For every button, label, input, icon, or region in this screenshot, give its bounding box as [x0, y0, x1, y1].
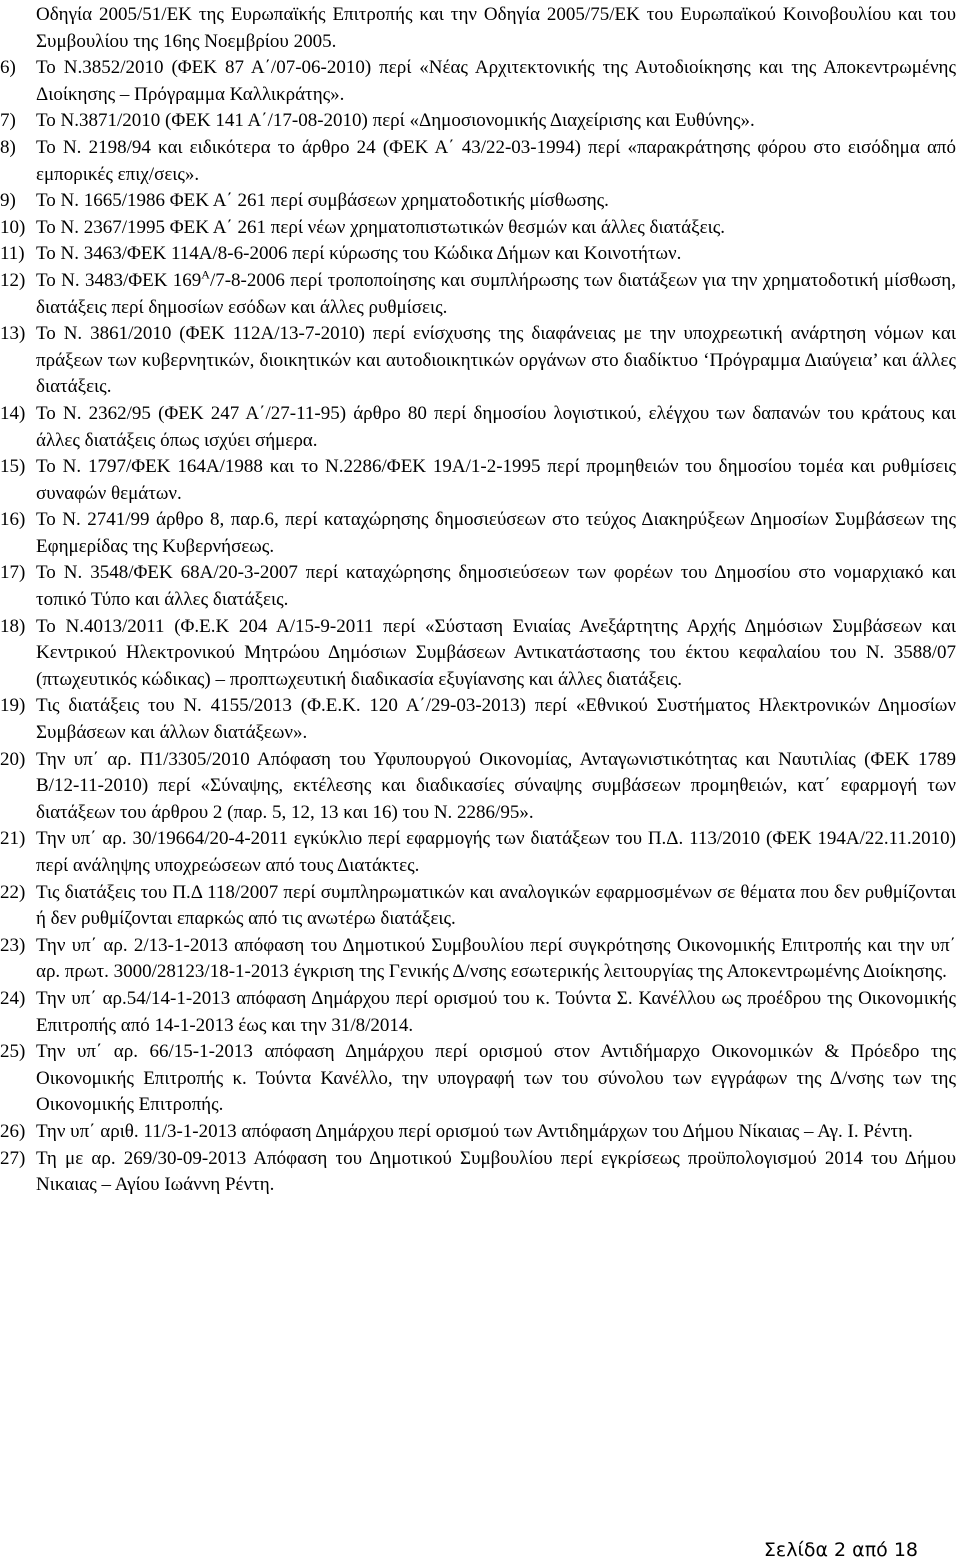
- item-text: Την υπ΄ αρ.54/14-1-2013 απόφαση Δημάρχου περί ορισμού του κ. Τούντα Σ. Κανέλλου ως προέδρου της Οικονομικής Επιτροπής από 14-1-2013 έως και την 31/8/2014.: [36, 987, 956, 1036]
- page-number: Σελίδα 2 από 18: [763, 1539, 918, 1561]
- list-item: [0, 507, 956, 560]
- item-text: Το Ν.4013/2011 (Φ.Ε.Κ 204 Α/15-9-2011 περί «Σύσταση Ενιαίας Ανεξάρτητης Αρχής Δημόσιων Συμβάσεων και Κεντρικού Ηλεκτρονικού Μητρώου Δημόσιων Συμβάσεων Αντικατάστασης του έκτου κεφαλαίου του Ν. 3588/07 (πτωχευτικός κώδικας) – προπτωχευτική διαδικασία εξυγίανσης και άλλες διατάξεις.: [36, 615, 956, 690]
- list-item: [0, 55, 956, 108]
- item-text: Το Ν. 2362/95 (ΦΕΚ 247 Α΄/27-11-95) άρθρο 80 περί δημοσίου λογιστικού, ελέγχου των δαπανών του κράτους και άλλες διατάξεις όπως ισχύει σήμερα.: [36, 402, 956, 451]
- list-item: [0, 1119, 956, 1146]
- list-item: [0, 215, 956, 242]
- item-text: Την υπ΄ αρ. 66/15-1-2013 απόφαση Δημάρχου περί ορισμού στον Αντιδήμαρχο Οικονομικών & Πρόεδρο της Οικονομικής Επιτροπής κ. Τούντα Κανέλλο, την υπογραφή των του σύνολου των εγγράφων της Δ/νσης των της Οικονομικής Επιτροπής.: [36, 1041, 956, 1116]
- list-item: [0, 108, 956, 135]
- item-text: Το Ν. 3463/ΦΕΚ 114Α/8-6-2006 περί κύρωσης του Κώδικα Δήμων και Κοινοτήτων.: [36, 243, 682, 265]
- list-item: [0, 401, 956, 454]
- item-number: 23): [0, 934, 26, 956]
- item-text: Τις διατάξεις του Ν. 4155/2013 (Φ.Ε.Κ. 120 Α΄/29-03-2013) περί «Εθνικού Συστήματος Ηλεκτρονικών Δημοσίων Συμβάσεων και άλλων διατάξεων».: [36, 695, 956, 744]
- item-number: 18): [0, 615, 26, 637]
- list-item: [0, 1039, 956, 1119]
- item-text: Το Ν. 3548/ΦΕΚ 68Α/20-3-2007 περί καταχώρησης δημοσιεύσεων των φορέων του Δημοσίου στο νομαρχιακό και τοπικό Τύπο και άλλες διατάξεις.: [36, 562, 956, 611]
- item-number: 27): [0, 1147, 26, 1169]
- law-list: [0, 55, 956, 1199]
- list-item: [0, 135, 956, 188]
- item-text: Το Ν. 2198/94 και ειδικότερα το άρθρο 24 (ΦΕΚ Α΄ 43/22-03-1994) περί «παρακράτησης φόρου στο εισόδημα από εμπορικές επιχ/σεις».: [36, 136, 956, 185]
- item-number: 8): [0, 136, 16, 158]
- item-number: 21): [0, 828, 26, 850]
- list-item: [0, 747, 956, 827]
- list-item: [0, 1146, 956, 1199]
- item-text: Το Ν. 2741/99 άρθρο 8, παρ.6, περί καταχώρησης δημοσιεύσεων στο τεύχος Διακηρύξεων Δημοσίων Συμβάσεων της Εφημερίδας της Κυβερνήσεως.: [36, 509, 956, 557]
- item-text: Το Ν. 1665/1986 ΦΕΚ Α΄ 261 περί συμβάσεων χρηματοδοτικής μίσθωσης.: [36, 190, 609, 212]
- list-item: [0, 614, 956, 694]
- item-number: 10): [0, 216, 26, 238]
- list-item: [0, 241, 956, 268]
- list-item: [0, 454, 956, 507]
- list-item: [0, 826, 956, 879]
- item-number: 6): [0, 57, 16, 79]
- list-item: [0, 986, 956, 1039]
- list-item: [0, 933, 956, 986]
- item-number: 11): [0, 243, 25, 265]
- item-text: Το Ν. 3483/ΦΕΚ $169^A/7-8-2006$ περί τροποποίησης και συμπλήρωσης των διατάξεων για την χρηματοδοτική μίσθωση, διατάξεις περί δημοσίων εσόδων και άλλες ρυθμίσεις.: [36, 267, 956, 318]
- item-text: Την υπ΄ αριθ. 11/3-1-2013 απόφαση Δημάρχου περί ορισμού των Αντιδημάρχων του Δήμου Νίκαιας – Αγ. Ι. Ρέντη.: [36, 1120, 913, 1142]
- item-number: 7): [0, 110, 16, 132]
- item-number: 13): [0, 323, 26, 345]
- item-number: 15): [0, 456, 26, 478]
- item-text: Το Ν. 2367/1995 ΦΕΚ Α΄ 261 περί νέων χρηματοπιστωτικών θεσμών και άλλες διατάξεις.: [36, 216, 725, 238]
- item-number: 16): [0, 509, 26, 531]
- intro-paragraph: Οδηγία 2005/51/ΕΚ της Ευρωπαϊκής Επιτροπής και την Οδηγία 2005/75/ΕΚ του Ευρωπαϊκού Κοινοβουλίου και του Συμβουλίου της 16ης Νοεμβρίου 2005.: [36, 4, 956, 52]
- item-number: 22): [0, 881, 26, 903]
- item-number: 12): [0, 269, 26, 291]
- item-text: Τις διατάξεις του Π.Δ 118/2007 περί συμπληρωματικών και αναλογικών εφαρμοσμένων σε θέματα που δεν ρυθμίζονται ή δεν ρυθμίζονται επαρκώς από τις ανωτέρω διατάξεις.: [36, 881, 956, 930]
- item-number: 25): [0, 1041, 26, 1063]
- item-number: 9): [0, 190, 16, 212]
- list-item: [0, 188, 956, 215]
- item-number: 26): [0, 1120, 26, 1142]
- item-text: Το Ν. 3861/2010 (ΦΕΚ 112Α/13-7-2010) περί ενίσχυσης της διαφάνειας με την υποχρεωτική ανάρτηση νόμων και πράξεων των κυβερνητικών, διοικητικών και αυτοδιοικητικών οργάνων στο διαδίκτυο ‘Πρόγραμμα Διαύγεια’ και άλλες διατάξεις.: [36, 323, 956, 398]
- list-item: [0, 267, 956, 321]
- list-item: [0, 321, 956, 401]
- item-number: 17): [0, 562, 26, 584]
- item-text: Το Ν.3852/2010 (ΦΕΚ 87 Α΄/07-06-2010) περί «Νέας Αρχιτεκτονικής της Αυτοδιοίκησης και της Αποκεντρωμένης Διοίκησης – Πρόγραμμα Καλλικράτης».: [36, 57, 956, 105]
- item-text: Την υπ΄ αρ. 30/19664/20-4-2011 εγκύκλιο περί εφαρμογής των διατάξεων του Π.Δ. 113/2010 (ΦΕΚ 194Α/22.11.2010) περί ανάληψης υποχρεώσεων από τους Διατάκτες.: [36, 828, 956, 876]
- item-number: 14): [0, 402, 26, 424]
- list-item: [0, 693, 956, 746]
- item-number: 19): [0, 695, 26, 717]
- item-text: Τη με αρ. 269/30-09-2013 Απόφαση του Δημοτικού Συμβουλίου περί εγκρίσεως προϋπολογισμού 2014 του Δήμου Νικαιας – Αγίου Ιωάννη Ρέντη.: [36, 1147, 956, 1196]
- item-text: Το Ν. 1797/ΦΕΚ 164Α/1988 και το Ν.2286/ΦΕΚ 19Α/1-2-1995 περί προμηθειών του δημοσίου τομέα και ρυθμίσεις συναφών θεμάτων.: [36, 456, 956, 504]
- list-item: [0, 560, 956, 613]
- item-text: Το Ν.3871/2010 (ΦΕΚ 141 Α΄/17-08-2010) περί «Δημοσιονομικής Διαχείρισης και Ευθύνης».: [36, 110, 755, 132]
- list-item: [0, 880, 956, 933]
- item-text: Την υπ΄ αρ. 2/13-1-2013 απόφαση του Δημοτικού Συμβουλίου περί συγκρότησης Οικονομικής Επιτροπής και την υπ΄ αρ. πρωτ. 3000/28123/18-1-2013 έγκριση της Γενικής Δ/νσης εσωτερικής λειτουργίας της Αποκεντρωμένης Διοίκησης.: [36, 934, 956, 983]
- item-number: 20): [0, 748, 26, 770]
- item-text: Την υπ΄ αρ. Π1/3305/2010 Απόφαση του Υφυπουργού Οικονομίας, Ανταγωνιστικότητας και Ναυτιλίας (ΦΕΚ 1789 Β/12-11-2010) περί «Σύναψης, εκτέλεσης και διαδικασίες σύναψης συμβάσεων προμηθειών, κατ΄ εφαρμογή των διατάξεων του άρθρου 2 (παρ. 5, 12, 13 και 16) του Ν. 2286/95».: [36, 748, 956, 823]
- item-number: 24): [0, 987, 26, 1009]
